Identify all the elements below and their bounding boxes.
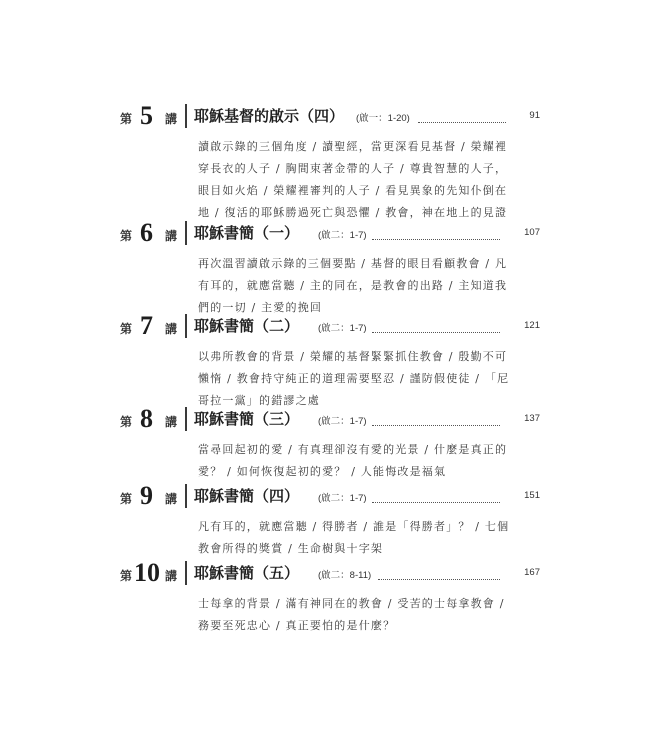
divider-bar [185,484,187,508]
summary-line: 地 / 復活的耶穌勝過死亡與恐懼 / 教會，神在地上的見證 [198,206,508,219]
lesson-summary [198,516,540,560]
lesson-label-jiang: 講 [165,229,178,243]
page-number: 121 [524,320,540,331]
lesson-title: 耶穌書簡（五） [194,564,300,582]
page-number: 167 [524,567,540,578]
lesson-label-di: 第 [120,569,133,583]
lesson-summary [198,593,540,637]
page-number: 151 [524,490,540,501]
lesson-label-jiang: 講 [165,112,178,126]
divider-bar [185,407,187,431]
lesson-number: 5 [140,101,153,130]
lesson-summary [198,439,540,483]
lesson-label-jiang: 講 [165,415,178,429]
lesson-label-di: 第 [120,112,133,126]
page-number: 107 [524,227,540,238]
toc-entry-10 [120,558,540,637]
lesson-summary [198,136,540,224]
lesson-label-jiang: 講 [165,322,178,336]
summary-line: 眼目如火焰 / 榮耀裡審判的人子 / 看見異象的先知仆倒在 [198,184,508,197]
summary-line: 愛？ / 如何恢復起初的愛？ / 人能悔改是福氣 [198,465,447,478]
toc-entry-7 [120,311,540,412]
page-number: 137 [524,413,540,424]
lesson-title: 耶穌書簡（二） [194,317,300,335]
lesson-label-di: 第 [120,492,133,506]
lesson-number: 7 [140,311,153,340]
summary-line: 士每拿的背景 / 滿有神同在的教會 / 受苦的士每拿教會 / [198,597,505,610]
lesson-title: 耶穌書簡（一） [194,224,300,242]
summary-line: 務要至死忠心 / 真正要怕的是什麼？ [198,619,396,632]
lesson-number: 9 [140,481,153,510]
lesson-title: 耶穌基督的啟示（四） [194,107,345,125]
lesson-summary [198,346,540,412]
summary-line: 當尋回起初的愛 / 有真理卻沒有愛的光景 / 什麼是真正的 [198,443,508,456]
page-number: 91 [529,110,540,121]
toc-entry-6 [120,218,540,319]
dot-leader [418,112,506,123]
summary-line: 有耳的，就應當聽 / 主的同在，是教會的出路 / 主知道我 [198,279,508,292]
lesson-label-jiang: 講 [165,569,178,583]
entry-heading [120,101,540,132]
toc-entry-9 [120,481,540,560]
lesson-summary [198,253,540,319]
entry-heading [120,481,540,512]
entry-heading [120,558,540,589]
summary-line: 以弗所教會的背景 / 榮耀的基督緊緊抓住教會 / 殷勤不可 [198,350,508,363]
lesson-number: 10 [134,558,160,587]
summary-line: 們的一切 / 主愛的挽回 [198,301,323,314]
summary-line: 再次溫習讀啟示錄的三個要點 / 基督的眼目看顧教會 / 凡 [198,257,508,270]
dot-leader [378,569,500,580]
divider-bar [185,561,187,585]
lesson-title: 耶穌書簡（四） [194,487,300,505]
scripture-reference: (啟二：1-7) [318,416,367,427]
summary-line: 讀啟示錄的三個角度 / 讀聖經，當更深看見基督 / 榮耀裡 [198,140,508,153]
summary-line: 穿長衣的人子 / 胸間束著金帶的人子 / 尊貴智慧的人子， [198,162,508,175]
entry-heading [120,404,540,435]
entry-heading [120,218,540,249]
lesson-label-di: 第 [120,415,133,429]
summary-line: 哥拉一黨」的錯謬之處 [198,394,320,407]
dot-leader [372,322,500,333]
lesson-title: 耶穌書簡（三） [194,410,300,428]
dot-leader [372,492,500,503]
scripture-reference: (啟二：1-7) [318,493,367,504]
summary-line: 凡有耳的，就應當聽 / 得勝者 / 誰是「得勝者」？ / 七個 [198,520,510,533]
divider-bar [185,221,187,245]
dot-leader [372,415,500,426]
summary-line: 教會所得的獎賞 / 生命樹與十字架 [198,542,384,555]
lesson-number: 8 [140,404,153,433]
scripture-reference: (啟一：1-20) [356,113,410,124]
summary-line: 懶惰 / 教會持守純正的道理需要堅忍 / 謹防假使徒 / 「尼 [198,372,510,385]
lesson-label-di: 第 [120,322,133,336]
entry-heading [120,311,540,342]
dot-leader [372,229,500,240]
scripture-reference: (啟二：1-7) [318,230,367,241]
toc-entry-5 [120,101,540,224]
toc-entry-8 [120,404,540,483]
scripture-reference: (啟二：8-11) [318,570,372,581]
lesson-label-di: 第 [120,229,133,243]
lesson-number: 6 [140,218,153,247]
lesson-label-jiang: 講 [165,492,178,506]
divider-bar [185,104,187,128]
divider-bar [185,314,187,338]
scripture-reference: (啟二：1-7) [318,323,367,334]
